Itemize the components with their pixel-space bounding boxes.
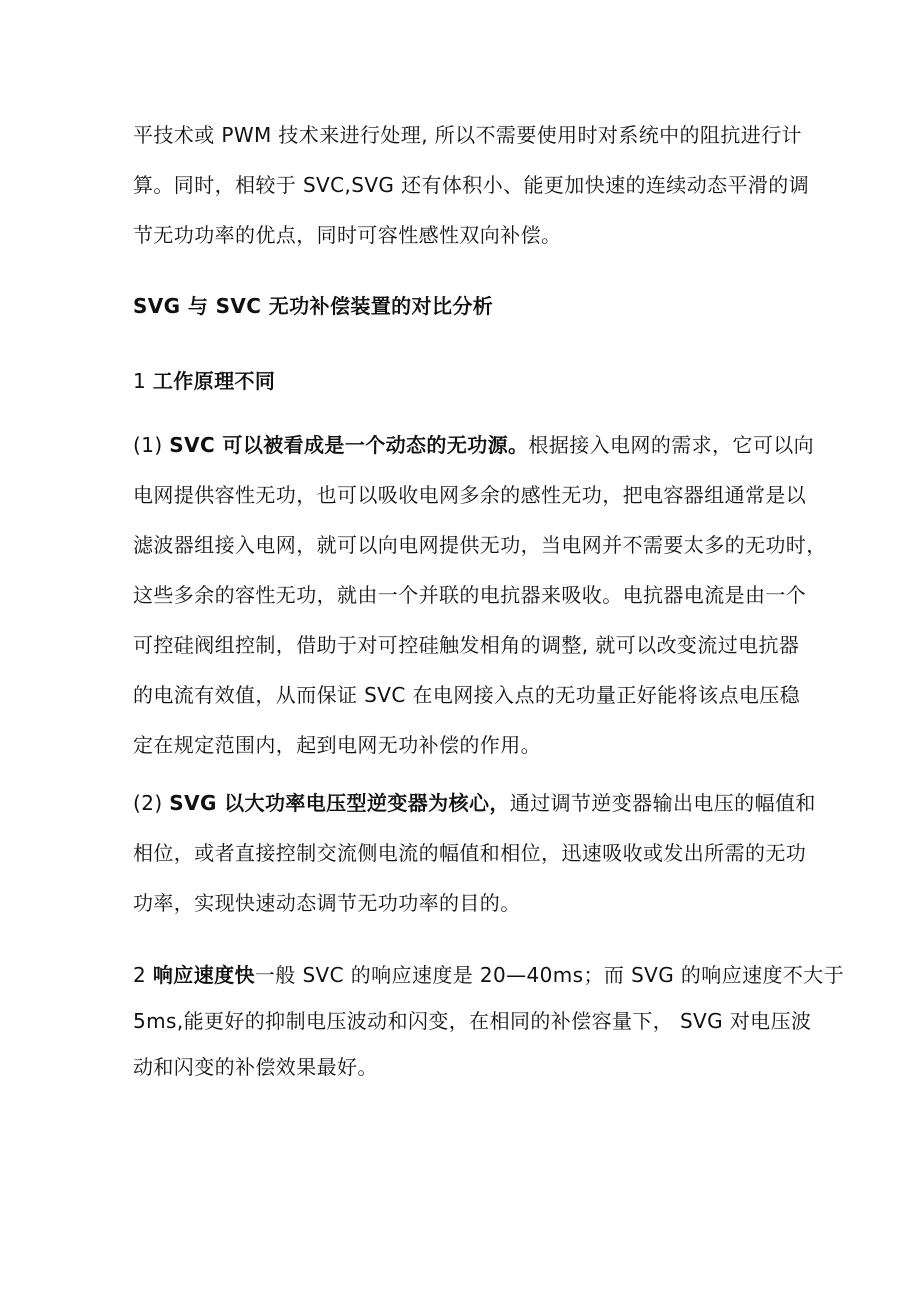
subsection-title: 工作原理不同 [152, 369, 276, 393]
paragraph-line: 电网提供容性无功，也可以吸收电网多余的感性无功，把电容器组通常是以 [133, 483, 807, 507]
paragraph-3 [133, 958, 845, 1096]
paragraph-line: 滤波器组接入电网，就可以向电网提供无功，当电网并不需要太多的无功时， [133, 533, 827, 557]
intro-paragraph [133, 118, 810, 268]
subsection-number: 1 [133, 369, 153, 393]
paragraph-line: 相位，或者直接控制交流侧电流的幅值和相位，迅速吸收或发出所需的无功 [133, 841, 807, 865]
subsection-heading [133, 364, 797, 398]
intro-line: 平技术或 PWM 技术来进行处理, 所以不需要使用时对系统中的阻抗进行计 [133, 123, 802, 147]
paragraph-line: 的电流有效值，从而保证 SVC 在电网接入点的无功量正好能将该点电压稳 [133, 683, 801, 707]
paragraph-line: 功率，实现快速动态调节无功功率的目的。 [133, 891, 521, 915]
paragraph-label: (2) [133, 791, 170, 815]
paragraph-3-first-line [133, 958, 845, 1004]
paragraph-line: 动和闪变的补偿效果最好。 [133, 1055, 378, 1079]
section-title: SVG 与 SVC 无功补偿装置的对比分析 [133, 294, 494, 318]
paragraph-bold-lead: SVC 可以被看成是一个动态的无功源。 [169, 433, 529, 457]
paragraph-1 [133, 428, 827, 778]
paragraph-text: 一般 SVC 的响应速度是 20—40ms；而 SVG 的响应速度不大于 [254, 963, 845, 987]
intro-line: 节无功功率的优点，同时可容性感性双向补偿。 [133, 223, 562, 247]
paragraph-line: 定在规定范围内，起到电网无功补偿的作用。 [133, 733, 541, 757]
paragraph-label: (1) [133, 433, 170, 457]
paragraph-text: 根据接入电网的需求，它可以向 [528, 433, 815, 457]
paragraph-line: 可控硅阀组控制，借助于对可控硅触发相角的调整, 就可以改变流过电抗器 [133, 633, 800, 657]
paragraph-line: 这些多余的容性无功，就由一个并联的电抗器来吸收。电抗器电流是由一个 [133, 583, 807, 607]
paragraph-2-first-line [133, 786, 816, 836]
paragraph-text: 通过调节逆变器输出电压的幅值和 [509, 791, 816, 815]
intro-line: 算。同时，相较于 SVC,SVG 还有体积小、能更加快速的连续动态平滑的调 [133, 173, 810, 197]
paragraph-line: 5ms,能更好的抑制电压波动和闪变，在相同的补偿容量下， SVG 对电压波 [133, 1009, 812, 1033]
paragraph-bold-lead: 响应速度快 [152, 963, 255, 987]
paragraph-bold-lead: SVG 以大功率电压型逆变器为核心， [169, 791, 510, 815]
paragraph-1-first-line [133, 428, 815, 478]
paragraph-2 [133, 786, 816, 936]
subsection-number: 2 [133, 963, 153, 987]
